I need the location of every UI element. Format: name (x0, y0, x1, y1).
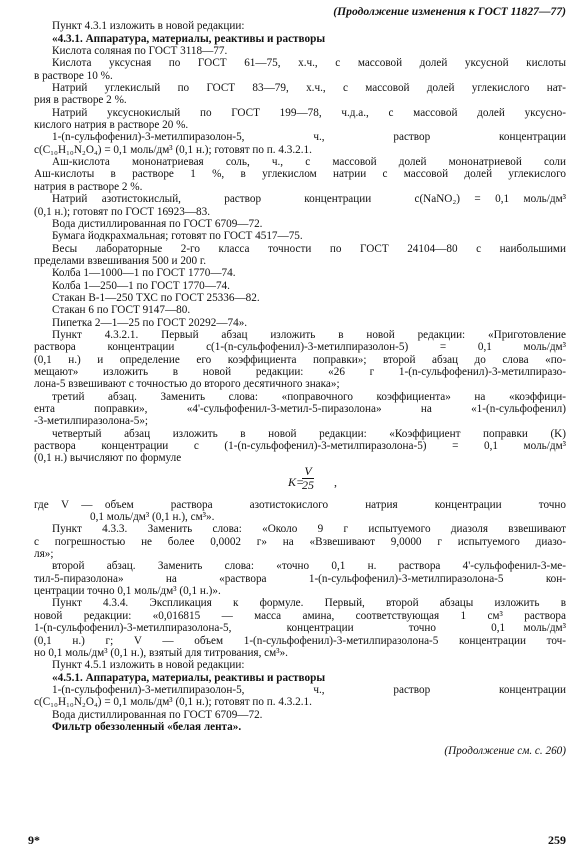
text-line: c(C₁₀H₁₀N₂O₄) = 0,1 моль/дм³ (0,1 н.); готовят по п. 4.3.2.1. (34, 696, 312, 709)
text-line: Вода дистиллированная по ГОСТ 6709—72. (52, 708, 263, 721)
text-line: (0,1 н.) и определение его коэффициента поправки»; второй абзац до слова «по- (34, 353, 566, 366)
text-line: Фильтр обеззоленный «белая лента». (52, 720, 242, 733)
formula-k (34, 465, 566, 499)
text-line: четвертый абзац изложить в новой редакции: «Коэффициент поправки (K) (52, 427, 566, 440)
text-line: где V — объем раствора азотистокислого натрия концентрации точно (34, 498, 566, 511)
text-line: мещают» изложить в новой редакции: «26 г 1-(n-сульфофенил)-3-метилпиразо- (34, 365, 566, 378)
text-line: 0,1 моль/дм³ (0,1 н.), см³». (90, 511, 215, 524)
text-line: раствора концентрации c (1-(n-сульфофенил)-3-метилпиразолона-5) = 0,1 моль/дм³ (34, 440, 566, 453)
text-line: раствора концентрации c(1-(n-сульфофенил)-3-метилпиразолон-5) = 0,1 моль/дм³ (34, 341, 566, 354)
text-line: Пункт 4.3.3. Заменить слова: «Около 9 г испытуемого диазоля взвешивают (52, 523, 566, 536)
text-line: Стакан 6 по ГОСТ 9147—80. (52, 304, 191, 317)
text-line: в растворе 10 %. (34, 69, 113, 82)
text-line: Пункт 4.3.2.1. Первый абзац изложить в новой редакции: «Приготовление (52, 328, 566, 341)
text-line: Кислота уксусная по ГОСТ 61—75, х.ч., с массовой долей уксусной кислоты (52, 57, 566, 70)
formula-lhs: K= (288, 474, 305, 489)
text-line: 1-(n-сульфофенил)-3-метилпиразолона-5, концентрации точно 0,1 моль/дм³ (34, 622, 566, 635)
text-block-b (34, 499, 566, 734)
text-line: Пункт 4.3.1 изложить в новой редакции: (52, 20, 245, 33)
text-line: Аш-кислота мононатриевая соль, ч., с массовой долей мононатриевой соли (52, 156, 566, 169)
text-line: с погрешностью не более 0,0002 г» на «Взвешивают 9,0000 г испытуемого диазо- (34, 535, 566, 548)
text-line: второй абзац. Заменить слова: «точно 0,1 н. раствора 4'-сульфофенил-3-ме- (52, 560, 566, 573)
text-line: Колба 1—1000—1 по ГОСТ 1770—74. (52, 267, 236, 280)
formula-trail: , (334, 474, 337, 489)
text-block-a (34, 20, 566, 464)
signature-mark: 9* (28, 833, 40, 847)
text-line: центрации точно 0,1 моль/дм³ (0,1 н.)». (34, 585, 221, 598)
page-number: 259 (548, 833, 566, 847)
text-line: Натрий углекислый по ГОСТ 83—79, х.ч., с массовой долей углекислого нат- (52, 82, 566, 95)
formula-numerator: V (302, 465, 314, 479)
text-line: Стакан В-1—250 ТХС по ГОСТ 25336—82. (52, 291, 260, 304)
formula-fraction (302, 465, 314, 492)
text-line: Колба 1—250—1 по ГОСТ 1770—74. (52, 279, 230, 292)
text-line: (0,1 н.) г; V — объем 1-(n-сульфофенил)-3-метилпиразолона-5 концентрации точ- (34, 634, 566, 647)
text-line: «4.5.1. Аппаратура, материалы, реактивы и растворы (52, 671, 326, 684)
text-line: 1-(n-сульфофенил)-3-метилпиразолон-5, ч., раствор концентрации (52, 131, 566, 144)
text-line: (0,1 н.) вычисляют по формуле (34, 452, 182, 465)
text-line: Пункт 4.5.1 изложить в новой редакции: (52, 659, 245, 672)
text-line: Аш-кислоты в растворе 1 %, в углекислом натрии с массовой долей углекислого (34, 168, 566, 181)
text-line: лона-5 взвешивают с точностью до второго десятичного знака»; (34, 378, 340, 391)
text-line: третий абзац. Заменить слова: «поправочного коэффициента» на «коэффици- (52, 390, 566, 403)
text-line: Кислота соляная по ГОСТ 3118—77. (52, 45, 228, 58)
text-line: тил-5-пиразолона» на «раствора 1-(n-сульфофенил)-3-метилпиразолона-5 кон- (34, 572, 566, 585)
continuation-footer: (Продолжение см. с. 260) (444, 745, 566, 758)
text-line: кислого натрия в растворе 20 %. (34, 119, 189, 132)
text-line: c(C₁₀H₁₀N₂O₄) = 0,1 моль/дм³ (0,1 н.); готовят по п. 4.3.2.1. (34, 143, 312, 156)
text-line: Пункт 4.3.4. Экспликация к формуле. Первый, второй абзацы изложить в (52, 597, 566, 610)
text-line: (0,1 н.); готовят по ГОСТ 16923—83. (34, 205, 210, 218)
text-line: -3-метилпиразолона-5»; (34, 415, 149, 428)
text-line: ля»; (34, 548, 54, 561)
formula-denominator: 25 (302, 477, 314, 492)
text-line: Пипетка 2—1—25 по ГОСТ 20292—74». (52, 316, 248, 329)
text-line: «4.3.1. Аппаратура, материалы, реактивы и растворы (52, 32, 326, 45)
text-line: натрия в растворе 2 %. (34, 180, 143, 193)
continuation-header: (Продолжение изменения к ГОСТ 11827—77) (333, 5, 566, 18)
text-line: Вода дистиллированная по ГОСТ 6709—72. (52, 217, 263, 230)
text-line: ента поправки», «4'-сульфофенил-3-метил-5-пиразолона» на «1-(n-сульфофенил) (34, 403, 566, 415)
text-line: Натрий уксуснокислый по ГОСТ 199—78, ч.д.а., с массовой долей уксусно- (52, 106, 566, 119)
text-line: рия в растворе 2 %. (34, 94, 127, 107)
text-line: новой редакции: «0,016815 — масса амина, соответствующая 1 см³ раствора (34, 609, 566, 622)
text-line: Натрий азотистокислый, раствор концентрации c(NaNO₂) = 0,1 моль/дм³ (52, 193, 566, 206)
text-line: 1-(n-сульфофенил)-3-метилпиразолон-5, ч., раствор концентрации (52, 683, 566, 696)
text-line: Весы лабораторные 2-го класса точности по ГОСТ 24104—80 с наибольшими (52, 242, 566, 255)
text-line: пределами взвешивания 500 и 200 г. (34, 254, 207, 267)
text-line: но 0,1 моль/дм³ (0,1 н.), взятый для титрования, см³». (34, 646, 288, 659)
text-line: Бумага йодкрахмальная; готовят по ГОСТ 4517—75. (52, 230, 303, 243)
